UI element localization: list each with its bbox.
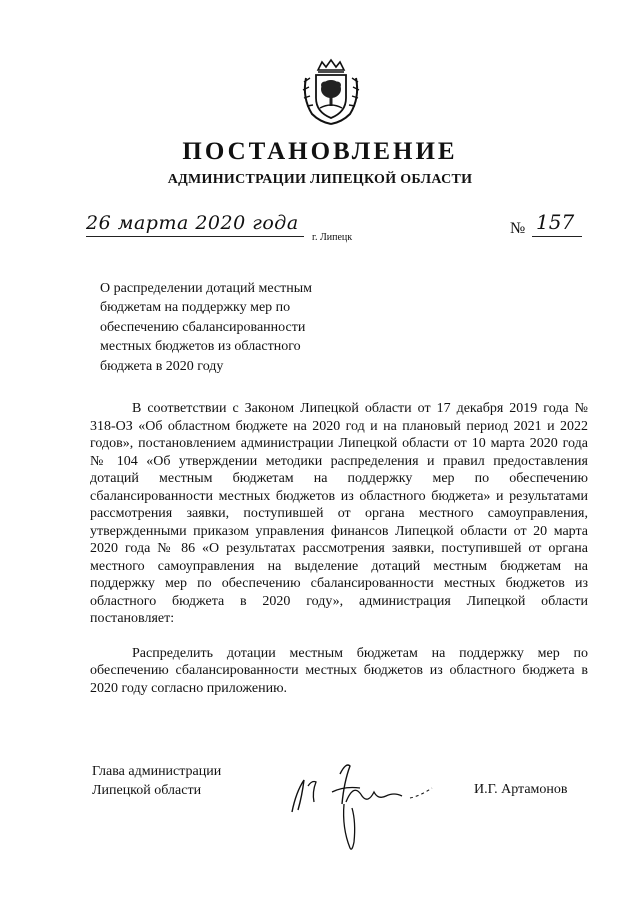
subject-line: бюджетам на поддержку мер по — [100, 300, 291, 316]
city-label: г. Липецк — [312, 232, 353, 243]
subject-line: бюджета в 2020 году — [100, 358, 224, 374]
document-body — [90, 400, 588, 697]
document-title: ПОСТАНОВЛЕНИЕ — [182, 138, 458, 165]
date-underline — [86, 236, 304, 237]
document-subtitle: АДМИНИСТРАЦИИ ЛИПЕЦКОЙ ОБЛАСТИ — [167, 172, 473, 187]
number-underline — [532, 236, 582, 237]
position-line: Липецкой области — [92, 782, 202, 798]
signatory-position — [92, 763, 221, 800]
signatory-name: И.Г. Артамонов — [474, 782, 568, 797]
subject-line: О распределении дотаций местным — [100, 281, 313, 296]
subject-line: местных бюджетов из областного — [100, 339, 301, 355]
handwritten-number: 157 — [536, 210, 575, 234]
handwritten-signature — [282, 752, 442, 858]
document-subject — [100, 279, 370, 376]
decision-paragraph: Распределить дотации местным бюджетам на поддержку мер по обеспечению сбалансированности местных бюджетов из областного бюджета в 2020 году согласно приложению. — [90, 645, 588, 696]
handwritten-date: 26 марта 2020 года — [86, 212, 299, 234]
preamble-paragraph: В соответствии с Законом Липецкой области от 17 декабря 2019 года № 318-ОЗ «Об областном бюджете на 2020 год и на плановый период 2021 и 2022 годов», постановлением администрации Липецкой области от 10 марта 2020 года № 104 «Об утверждении методики распределения и правил предоставления дотаций местным бюджетам на поддержку мер по обеспечению сбалансированности местных бюджетов из областного бюджета» и результатами рассмотрения заявки, поступившей от органа местного самоуправления, утвержденными приказом управления финансов Липецкой области от 20 марта 2020 года № 86 «О результатах рассмотрения заявки, поступившей от органа местного самоуправления на выделение дотаций местным бюджетам на поддержку мер по обеспечению сбалансированности местных бюджетов из областного бюджета в 2020 году», администрация Липецкой области постановляет: — [90, 401, 588, 626]
number-label: № — [510, 220, 526, 237]
coat-of-arms-icon — [298, 58, 364, 126]
subject-line: обеспечению сбалансированности — [100, 319, 306, 335]
position-line: Глава администрации — [92, 764, 222, 779]
